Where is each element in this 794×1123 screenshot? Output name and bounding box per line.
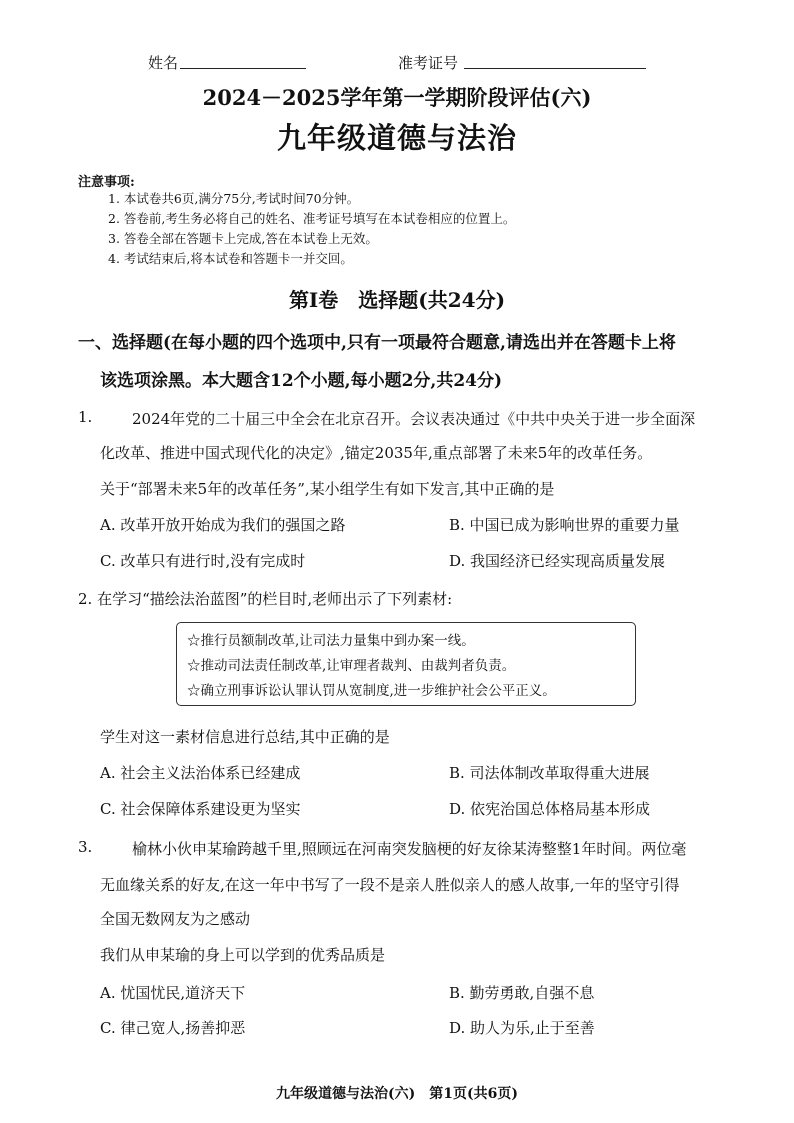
q3-option-a: A. 忧国忧民,道济天下: [100, 984, 246, 1002]
exam-id-blank-line: [464, 68, 646, 69]
section-heading-line2: 该选项涂黑。本大题含12个小题,每小题2分,共24分): [100, 371, 503, 391]
notes-heading: 注意事项:: [78, 175, 135, 190]
q3-number: 3.: [78, 838, 93, 856]
q2-option-c: C. 社会保障体系建设更为坚实: [100, 800, 301, 818]
q3-option-d: D. 助人为乐,止于至善: [449, 1019, 595, 1037]
q1-number: 1.: [78, 408, 93, 426]
q3-stem-line1: 榆林小伙申某瑜跨越千里,照顾远在河南突发脑梗的好友徐某涛整整1年时间。两位毫: [132, 840, 687, 858]
q2-option-b: B. 司法体制改革取得重大进展: [449, 764, 650, 782]
exam-title: 2024－2025学年第一学期阶段评估(六): [202, 85, 592, 110]
q2-material-item: ☆推行员额制改革,让司法力量集中到办案一线。: [187, 633, 475, 649]
exam-id-label: 准考证号: [398, 54, 459, 72]
name-label: 姓名: [148, 54, 179, 72]
note-item: 1. 本试卷共6页,满分75分,考试时间70分钟。: [108, 191, 360, 206]
volume-title: 第Ⅰ卷 选择题(共24分): [288, 288, 506, 312]
q1-option-c: C. 改革只有进行时,没有完成时: [100, 552, 306, 570]
q1-option-b: B. 中国已成为影响世界的重要力量: [449, 516, 680, 534]
name-blank-line: [180, 68, 306, 69]
q2-question: 学生对这一素材信息进行总结,其中正确的是: [100, 728, 390, 746]
q1-option-a: A. 改革开放开始成为我们的强国之路: [100, 516, 346, 534]
q2-option-a: A. 社会主义法治体系已经建成: [100, 764, 301, 782]
q3-option-c: C. 律己宽人,扬善抑恶: [100, 1019, 246, 1037]
section-heading-line1: 一、选择题(在每小题的四个选项中,只有一项最符合题意,请选出并在答题卡上将: [78, 333, 676, 353]
q3-stem-line2: 无血缘关系的好友,在这一年中书写了一段不是亲人胜似亲人的感人故事,一年的坚守引得: [100, 876, 680, 894]
note-item: 3. 答卷全部在答题卡上完成,答在本试卷上无效。: [108, 231, 378, 246]
q1-stem-line2: 化改革、推进中国式现代化的决定》,锚定2035年,重点部署了未来5年的改革任务。: [100, 444, 653, 462]
q3-option-b: B. 勤劳勇敢,自强不息: [449, 984, 595, 1002]
q3-question: 我们从申某瑜的身上可以学到的优秀品质是: [100, 946, 386, 964]
note-item: 4. 考试结束后,将本试卷和答题卡一并交回。: [108, 251, 353, 266]
subject-title: 九年级道德与法治: [276, 121, 517, 155]
q1-option-d: D. 我国经济已经实现高质量发展: [449, 552, 666, 570]
note-item: 2. 答卷前,考生务必将自己的姓名、准考证号填写在本试卷相应的位置上。: [108, 211, 516, 226]
q2-stem: 2. 在学习“描绘法治蓝图”的栏目时,老师出示了下列素材:: [78, 590, 453, 608]
page-footer: 九年级道德与法治(六) 第1页(共6页): [276, 1086, 518, 1102]
q2-material-box: [176, 622, 636, 706]
q2-material-item: ☆确立刑事诉讼认罪认罚从宽制度,进一步维护社会公平正义。: [187, 683, 556, 699]
q2-material-item: ☆推动司法责任制改革,让审理者裁判、由裁判者负责。: [187, 658, 516, 674]
q1-question: 关于“部署未来5年的改革任务”,某小组学生有如下发言,其中正确的是: [100, 480, 555, 498]
q2-option-d: D. 依宪治国总体格局基本形成: [449, 800, 651, 818]
q3-stem-line3: 全国无数网友为之感动: [100, 910, 251, 928]
q1-stem-line1: 2024年党的二十届三中全会在北京召开。会议表决通过《中共中央关于进一步全面深: [132, 410, 696, 428]
